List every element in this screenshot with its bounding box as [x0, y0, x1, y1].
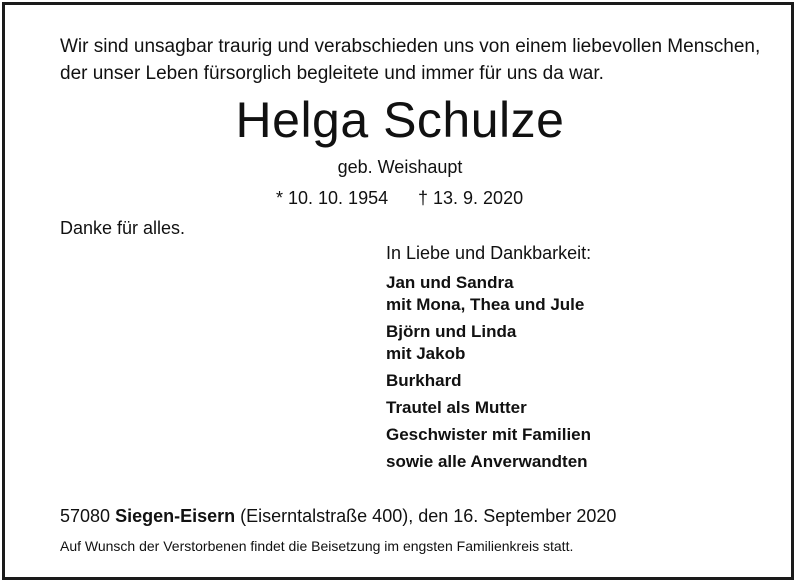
mourners-heading: In Liebe und Dankbarkeit:: [386, 243, 592, 263]
intro-line: der unser Leben fürsorglich begleitete und immer für uns da war.: [60, 63, 604, 84]
burial-note: Auf Wunsch der Verstorbenen findet die Beisetzung im engsten Familienkreis statt.: [60, 538, 574, 554]
mourner-group: [386, 451, 591, 473]
mourner-line: Burkhard: [386, 371, 462, 390]
mourner-line: sowie alle Anverwandten: [386, 452, 588, 471]
mourner-line: mit Mona, Thea und Jule: [386, 295, 585, 314]
city: Siegen-Eisern: [115, 506, 236, 526]
birth-date: * 10. 10. 1954: [276, 188, 389, 208]
mourner-line: Björn und Linda: [386, 322, 517, 341]
postcode: 57080: [60, 506, 111, 526]
intro-text: [60, 33, 760, 87]
mourner-line: mit Jakob: [386, 344, 466, 363]
address-date: (Eiserntalstraße 400), den 16. September 2020: [240, 506, 617, 526]
mourner-line: Jan und Sandra: [386, 273, 514, 292]
mourner-group: [386, 321, 591, 365]
deceased-name: Helga Schulze: [235, 92, 565, 148]
mourner-group: [386, 272, 591, 316]
mourner-group: [386, 397, 591, 419]
mourners-list: [386, 272, 591, 478]
intro-line: Wir sind unsagbar traurig und verabschieden uns von einem liebevollen Menschen,: [60, 36, 761, 57]
maiden-name: geb. Weishaupt: [337, 157, 463, 177]
place-date-line: [60, 505, 616, 527]
mourner-group: [386, 370, 591, 392]
mourner-line: Trautel als Mutter: [386, 398, 527, 417]
mourner-line: Geschwister mit Familien: [386, 425, 592, 444]
death-date: † 13. 9. 2020: [418, 188, 524, 208]
thanks-text: Danke für alles.: [60, 218, 186, 238]
mourner-group: [386, 424, 591, 446]
